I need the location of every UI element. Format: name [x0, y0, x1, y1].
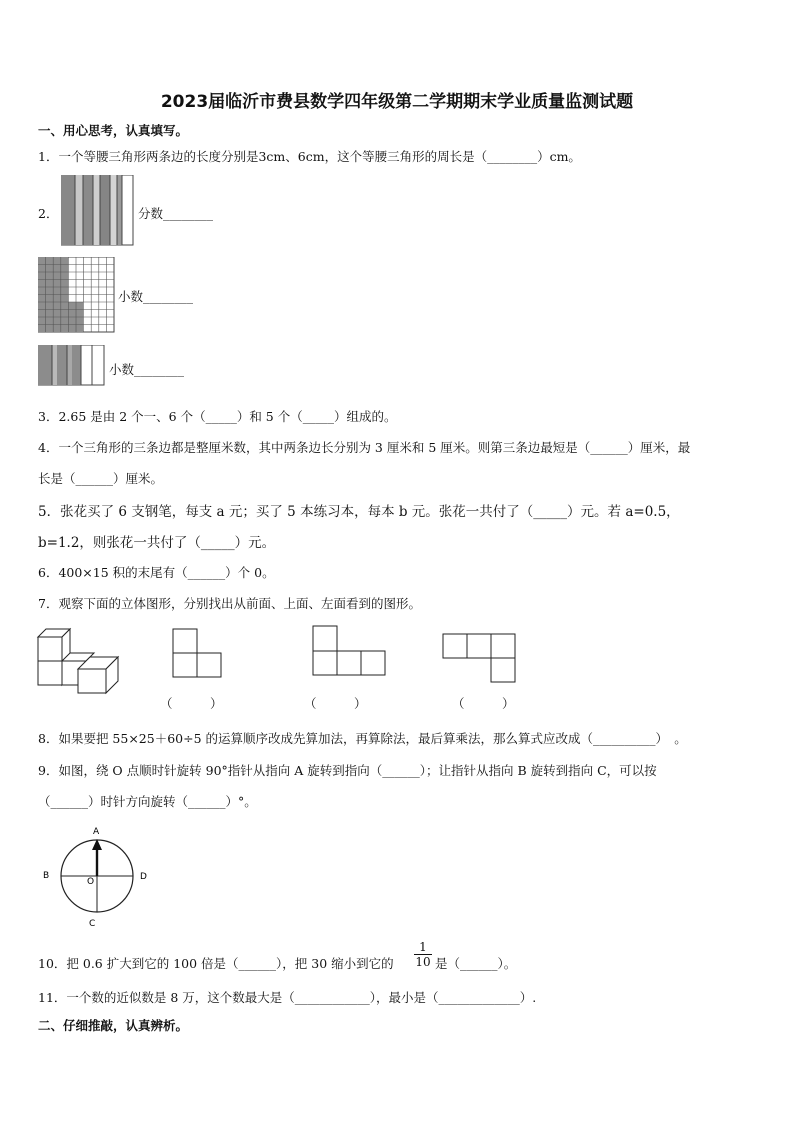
page-title: 2023届临沂市费县数学四年级第二学期期末学业质量监测试题: [160, 92, 634, 112]
question-7: 7．观察下面的立体图形，分别找出从前面、上面、左面看到的图形。: [38, 596, 421, 611]
answer-blank-view-2: （ ）: [304, 696, 367, 711]
decimal-answer-label-2: 小数________: [109, 362, 185, 377]
view-shape-1: [172, 628, 224, 680]
question-4-line-1: 4．一个三角形的三条边都是整厘米数，其中两条边长分别为 3 厘米和 5 厘米。则第三条边最短是（______）厘米，最: [38, 440, 691, 455]
section-2-heading: 二、仔细推敲，认真辨析。: [38, 1018, 189, 1033]
question-9-line-1: 9．如图，绕 O 点顺时针旋转 90°指针从指向 A 旋转到指向（______）；让指针从指向 B 旋转到指向 C，可以按: [38, 763, 657, 778]
compass-label-a: A: [93, 827, 100, 837]
tenths-strip-figure: [38, 345, 106, 387]
question-5-line-1: 5．张花买了 6 支钢笔，每支 a 元；买了 5 本练习本，每本 b 元。张花一共付了（_____）元。若 a=0.5，: [38, 504, 680, 520]
view-shape-3: [442, 633, 520, 687]
section-1-heading: 一、用心思考，认真填写。: [38, 123, 189, 138]
question-8: 8．如果要把 55×25＋60÷5 的运算顺序改成先算加法，再算除法，最后算乘法，那么算式应改成（__________） 。: [38, 731, 687, 746]
hundred-grid-figure: [38, 257, 116, 334]
compass-label-c: C: [89, 919, 96, 929]
fraction-numerator: 1: [419, 940, 427, 954]
question-4-line-2: 长是（______）厘米。: [38, 471, 164, 486]
decimal-answer-label-1: 小数________: [118, 289, 194, 304]
question-1: 1．一个等腰三角形两条边的长度分别是3cm、6cm，这个等腰三角形的周长是（________）cm。: [38, 149, 581, 164]
question-2-number: 2．: [38, 206, 59, 221]
question-9-line-2: （______）时针方向旋转（______）°。: [38, 794, 257, 809]
fraction-answer-label: 分数________: [138, 206, 214, 221]
fraction-strip-figure: [61, 175, 135, 247]
compass-label-d: D: [140, 872, 147, 882]
question-3: 3．2.65 是由 2 个一、6 个（_____）和 5 个（_____）组成的。: [38, 409, 397, 424]
fraction-one-tenth: [414, 940, 432, 970]
question-10-part-1: 10．把 0.6 扩大到它的 100 倍是（______），把 30 缩小到它的: [38, 956, 394, 971]
answer-blank-view-1: （ ）: [160, 696, 223, 711]
question-10-part-2: 是（______）。: [435, 956, 517, 971]
question-6: 6．400×15 积的末尾有（______）个 0。: [38, 565, 275, 580]
view-shape-2: [312, 625, 390, 679]
question-5-line-2: b=1.2，则张花一共付了（_____）元。: [38, 535, 276, 551]
answer-blank-view-3: （ ）: [452, 696, 515, 711]
question-11: 11．一个数的近似数是 8 万，这个数最大是（____________），最小是（_____________）.: [38, 990, 537, 1005]
compass-label-o: O: [87, 877, 95, 887]
cube-stack-figure: [36, 625, 126, 695]
fraction-denominator: 10: [415, 955, 431, 969]
compass-label-b: B: [43, 871, 50, 881]
compass-figure: [38, 822, 158, 932]
